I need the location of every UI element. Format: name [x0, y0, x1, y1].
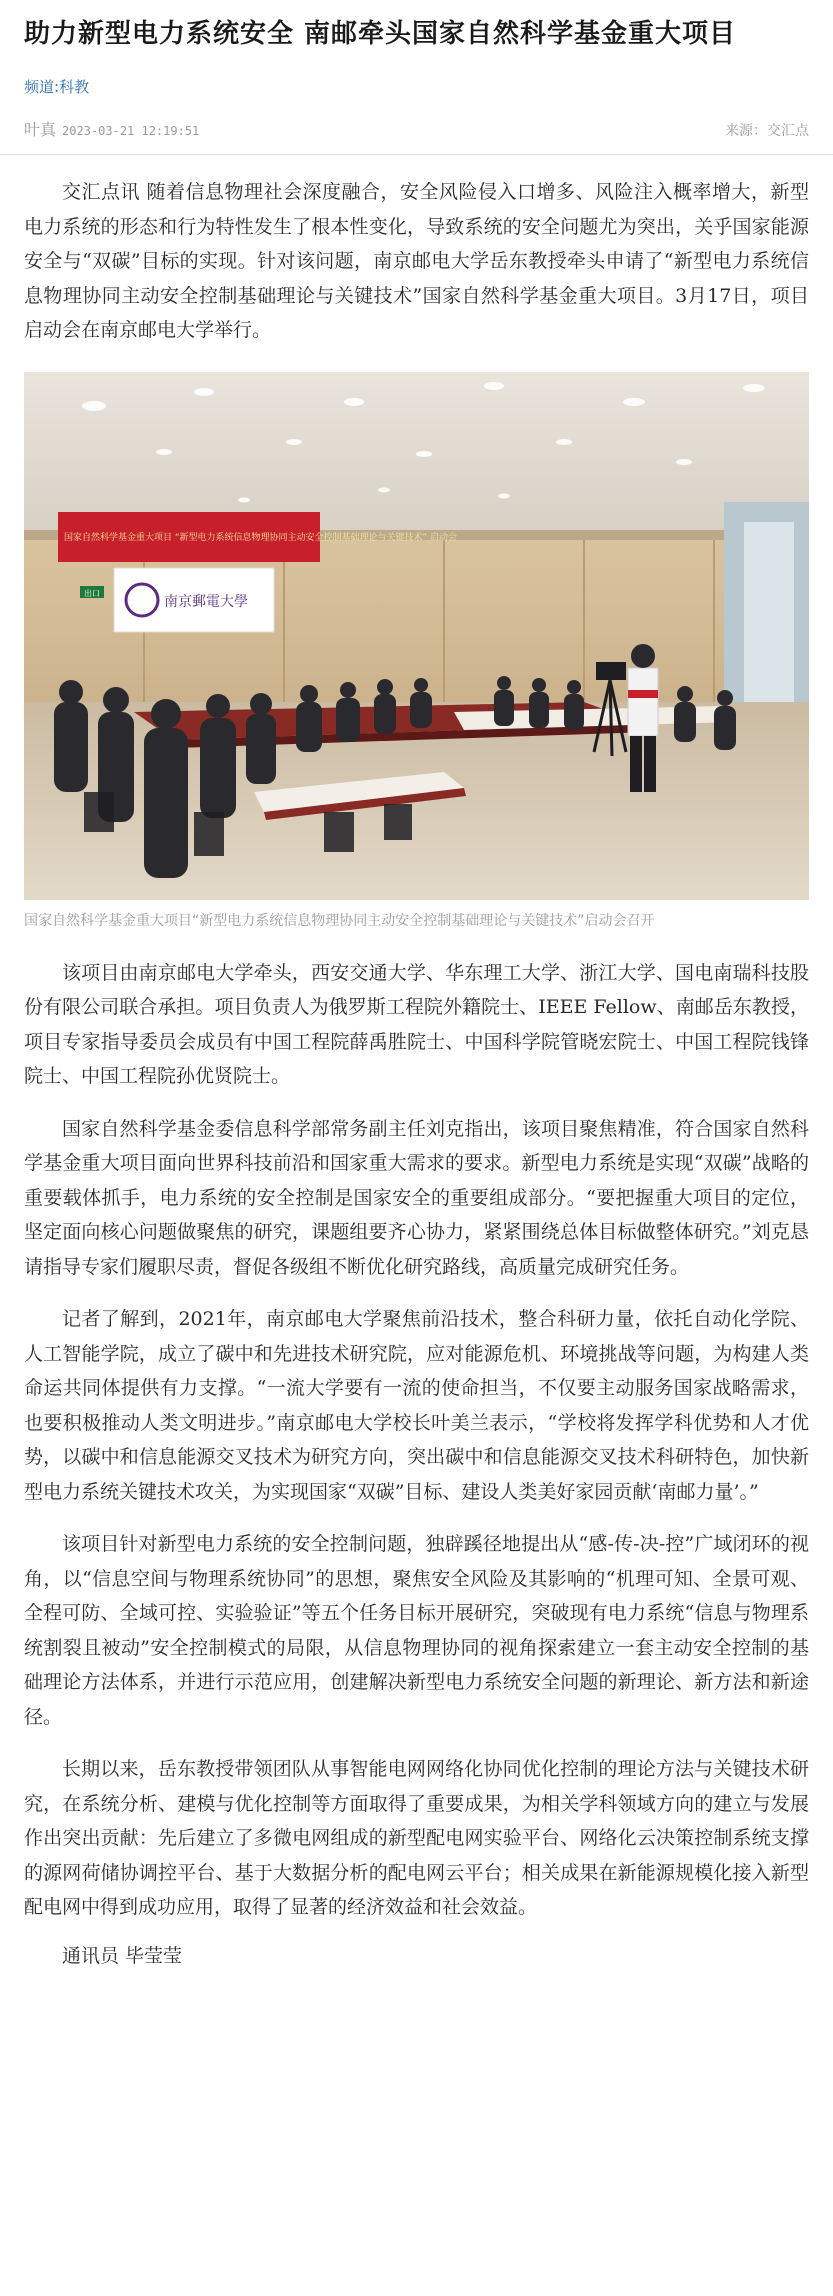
byline [24, 117, 199, 140]
photo-caption: 国家自然科学基金重大项目“新型电力系统信息物理协同主动安全控制基础理论与关键技术”启动会召开 [24, 912, 655, 929]
photo-banner-text: 国家自然科学基金重大项目 “新型电力系统信息物理协同主动安全控制基础理论与关键技术” 启动会 [64, 532, 458, 543]
channel-line [24, 76, 809, 97]
header-divider [0, 154, 833, 155]
paragraph-4: 记者了解到，2021年，南京邮电大学聚焦前沿技术，整合科研力量，依托自动化学院、人工智能学院，成立了碳中和先进技术研究院，应对能源危机、环境挑战等问题，为构建人类命运共同体提供有力支撑。“一流大学要有一流的使命担当，不仅要主动服务国家战略需求，也要积极推动人类文明进步。”南京邮电大学校长叶美兰表示，“学校将发挥学科优势和人才优势，以碳中和信息能源交叉技术为研究方向，突出碳中和信息能源交叉技术科研特色，加快新型电力系统关键技术攻关，为实现国家“双碳”目标、建设人类美好家园贡献‘南邮力量’。” [24, 1308, 809, 1503]
channel-label: 频道: [24, 78, 60, 96]
photo-university-logo: 南京郵電大學 [164, 593, 248, 610]
author-name: 叶真 [24, 120, 57, 139]
channel-link[interactable]: 科教 [59, 78, 90, 96]
paragraph-2: 该项目由南京邮电大学牵头，西安交通大学、华东理工大学、浙江大学、国电南瑞科技股份有限公司联合承担。项目负责人为俄罗斯工程院外籍院士、IEEE Fellow、南邮岳东教授，项目专家指导委员会成员有中国工程院薛禹胜院士、中国科学院管晓宏院士、中国工程院钱锋院士、中国工程院孙优贤院士。 [24, 961, 809, 1087]
article-title: 助力新型电力系统安全 南邮牵头国家自然科学基金重大项目 [24, 19, 737, 49]
paragraph-3: 国家自然科学基金委信息科学部常务副主任刘克指出，该项目聚焦精准，符合国家自然科学基金重大项目面向世界科技前沿和国家重大需求的要求。新型电力系统是实现“双碳”战略的重要载体抓手，电力系统的安全控制是国家安全的重要组成部分。“要把握重大项目的定位，坚定面向核心问题做聚焦的研究，课题组要齐心协力，紧紧围绕总体目标做整体研究。”刘克恳请指导专家们履职尽责，督促各级组不断优化研究路线，高质量完成研究任务。 [24, 1117, 809, 1278]
article-meta [24, 117, 809, 140]
article-source: 来源：交汇点 [725, 123, 809, 139]
correspondent-line: 通讯员 毕莹莹 [62, 1944, 183, 1967]
publish-date: 2023-03-21 12:19:51 [62, 124, 200, 138]
paragraph-1: 交汇点讯 随着信息物理社会深度融合，安全风险侵入口增多、风险注入概率增大，新型电力系统的形态和行为特性发生了根本性变化，导致系统的安全问题尤为突出，关乎国家能源安全与“双碳”目标的实现。针对该问题，南京邮电大学岳东教授牵头申请了“新型电力系统信息物理协同主动安全控制基础理论与关键技术”国家自然科学基金重大项目。3月17日，项目启动会在南京邮电大学举行。 [24, 181, 809, 341]
meeting-photo [24, 372, 809, 900]
paragraph-6: 长期以来，岳东教授带领团队从事智能电网网络化协同优化控制的理论方法与关键技术研究，在系统分析、建模与优化控制等方面取得了重要成果，为相关学科领域方向的建立与发展作出突出贡献：先后建立了多微电网组成的新型配电网实验平台、网络化云决策控制系统支撑的源网荷储协调控平台、基于大数据分析的配电网云平台；相关成果在新能源规模化接入新型配电网中得到成功应用，取得了显著的经济效益和社会效益。 [24, 1758, 809, 1918]
photo-exit-sign: 出口 [84, 588, 100, 598]
paragraph-5: 该项目针对新型电力系统的安全控制问题，独辟蹊径地提出从“感-传-决-控”广域闭环的视角，以“信息空间与物理系统协同”的思想，聚焦安全风险及其影响的“机理可知、全景可观、全程可防、全域可控、实验验证”等五个任务目标开展研究，突破现有电力系统“信息与物理系统割裂且被动”安全控制模式的局限，从信息物理协同的视角探索建立一套主动安全控制的基础理论方法体系，并进行示范应用，创建解决新型电力系统安全问题的新理论、新方法和新途径。 [24, 1533, 809, 1728]
